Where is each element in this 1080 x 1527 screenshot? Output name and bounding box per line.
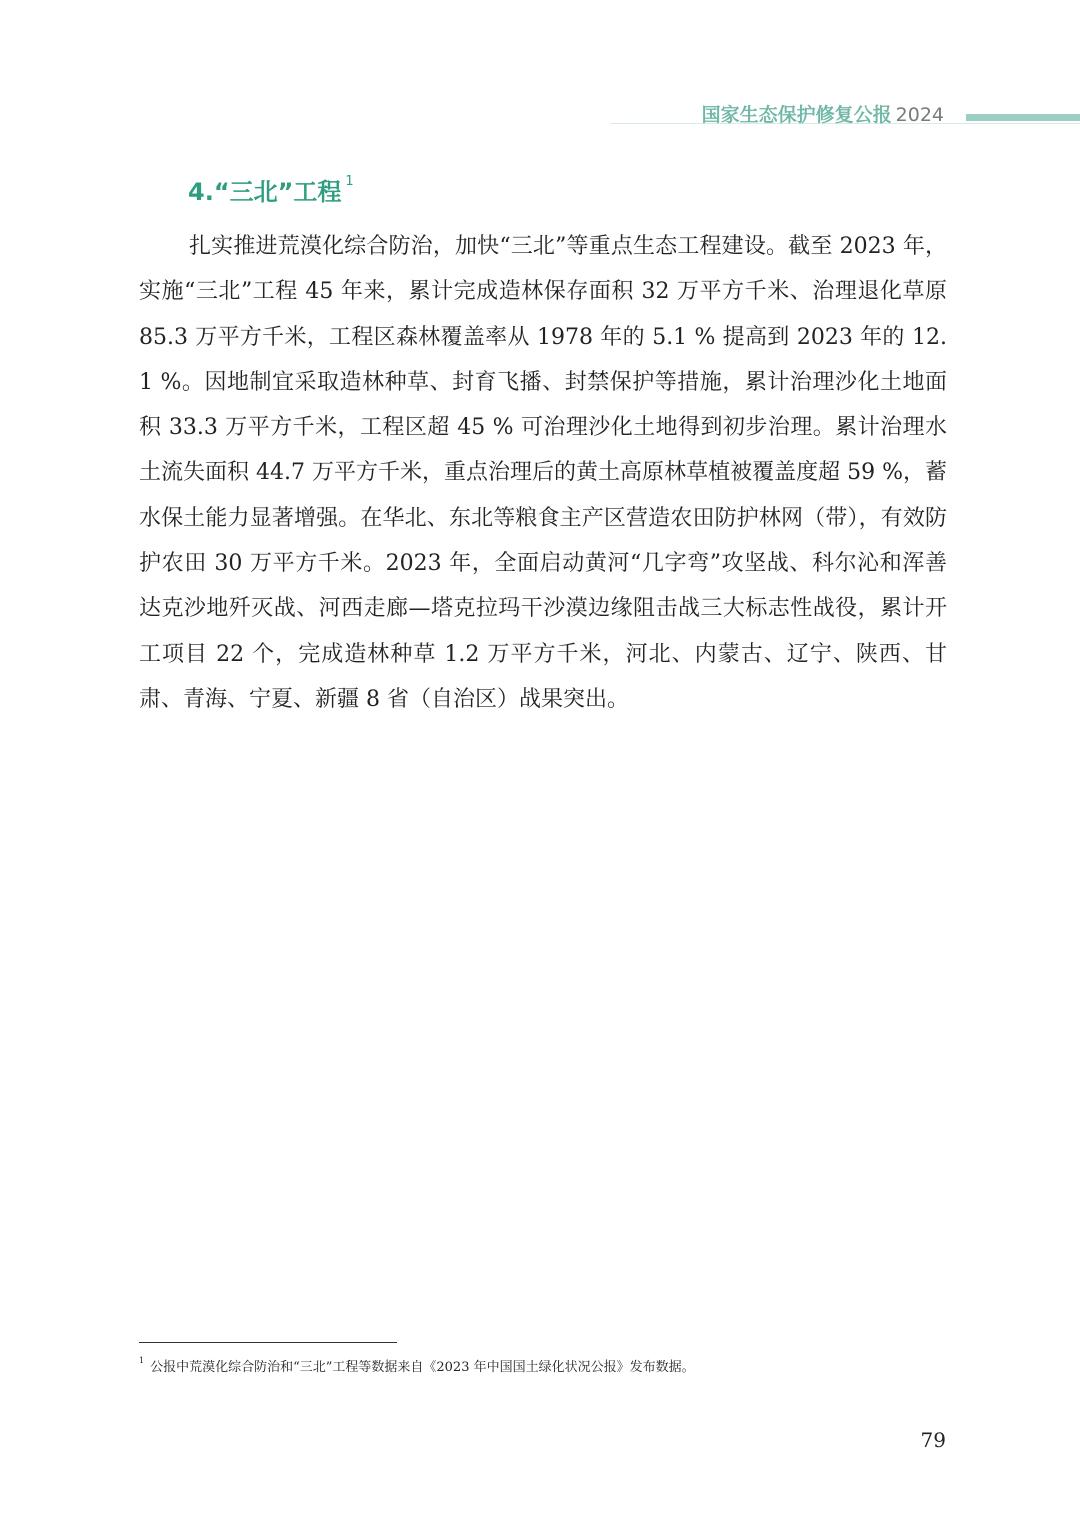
header-title-text: 国家生态保护修复公报: [701, 104, 892, 126]
footnote: [139, 1356, 949, 1375]
header-accent-bar: [966, 114, 1080, 121]
header-title: [702, 100, 944, 127]
footnote-reference[interactable]: 1: [345, 174, 354, 189]
section-heading: [188, 172, 354, 207]
section-heading-text: 4.“三北”工程: [188, 178, 342, 206]
running-header: [0, 96, 1080, 136]
footnote-divider: [139, 1342, 397, 1343]
page-number: 79: [920, 1428, 946, 1452]
header-year: 2024: [895, 104, 944, 126]
body-paragraph: 扎实推进荒漠化综合防治，加快“三北”等重点生态工程建设。截至 2023 年，实施“三北”工程 45 年来，累计完成造林保存面积 32 万平方千米、治理退化草原 85.3 万平方千米，工程区森林覆盖率从 1978 年的 5.1 % 提高到 2023 年的 12.1 %。因地制宜采取造林种草、封育飞播、封禁保护等措施，累计治理沙化土地面积 33.3 万平方千米，工程区超 45 % 可治理沙化土地得到初步治理。累计治理水土流失面积 44.7 万平方千米，重点治理后的黄土高原林草植被覆盖度超 59 %，蓄水保土能力显著增强。在华北、东北等粮食主产区营造农田防护林网（带），有效防护农田 30 万平方千米。2023 年，全面启动黄河“几字弯”攻坚战、科尔沁和浑善达克沙地歼灭战、河西走廊—塔克拉玛干沙漠边缘阻击战三大标志性战役，累计开工项目 22 个，完成造林种草 1.2 万平方千米，河北、内蒙古、辽宁、陕西、甘肃、青海、宁夏、新疆 8 省（自治区）战果突出。: [139, 234, 947, 712]
footnote-text: 公报中荒漠化综合防治和“三北”工程等数据来自《2023 年中国国土绿化状况公报》发布数据。: [150, 1360, 695, 1375]
footnote-marker: 1: [139, 1356, 145, 1365]
